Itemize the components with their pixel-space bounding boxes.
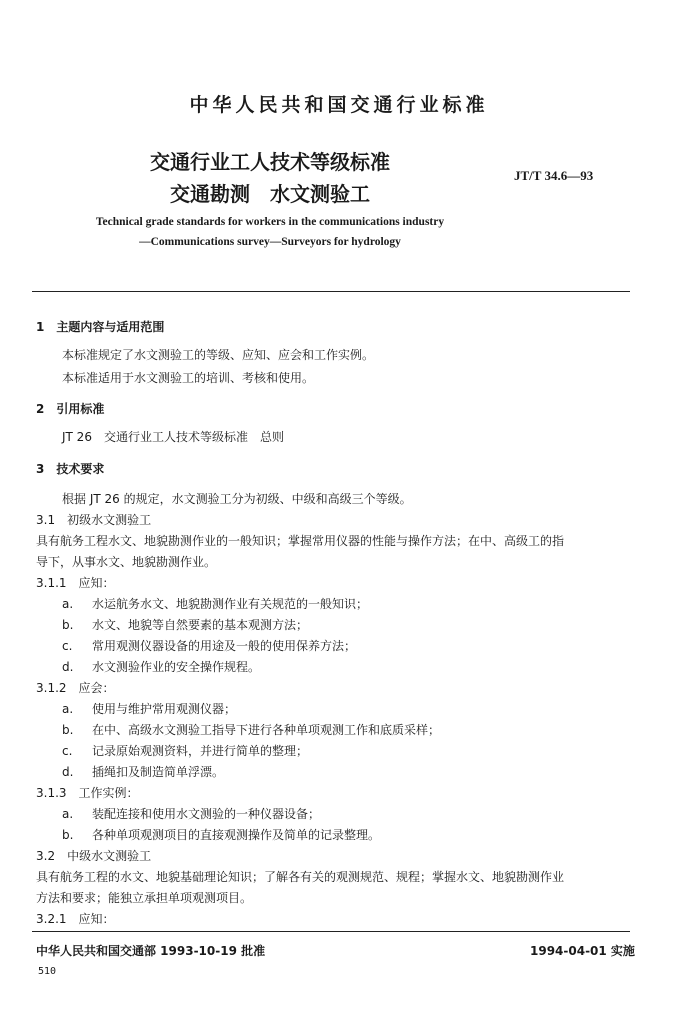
- list-item-label: c.: [62, 744, 73, 758]
- list-item-label: d.: [62, 660, 74, 674]
- section-3-1-paragraph: 具有航务工程水文、地貌勘测作业的一般知识；掌握常用仪器的性能与操作方法；在中、高级工的指: [36, 534, 565, 548]
- list-item-label: b.: [62, 618, 74, 632]
- english-title-line2: —Communications survey—Surveyors for hydrology: [139, 236, 401, 248]
- list-item-text: 插绳扣及制造简单浮漂。: [92, 765, 225, 779]
- list-item-text: 水运航务水文、地貌勘测作业有关规范的一般知识；: [92, 597, 369, 611]
- list-item-text: 水文测验作业的安全操作规程。: [92, 660, 261, 674]
- list-item-text: 在中、高级水文测验工指导下进行各种单项观测工作和底质采样；: [92, 723, 441, 737]
- page-number: 510: [38, 966, 57, 977]
- section-3-2-1-heading: 3.2.1 应知：: [36, 912, 115, 926]
- section-3-2-heading: 3.2 中级水文测验工: [36, 849, 152, 863]
- list-item-text: 装配连接和使用水文测验的一种仪器设备；: [92, 807, 321, 821]
- list-item-label: a.: [62, 702, 74, 716]
- bottom-divider: [32, 931, 630, 932]
- list-item-text: 使用与维护常用观测仪器；: [92, 702, 237, 716]
- list-item-text: 水文、地貌等自然要素的基本观测方法；: [92, 618, 309, 632]
- section-3-1-paragraph: 导下，从事水文、地貌勘测作业。: [36, 555, 217, 569]
- section-2-heading: 2 引用标准: [36, 402, 105, 416]
- standard-title-line1: 交通行业工人技术等级标准: [150, 150, 390, 174]
- list-item-label: b.: [62, 828, 74, 842]
- standard-title-line2: 交通勘测 水文测验工: [170, 182, 370, 206]
- list-item: [62, 742, 308, 759]
- list-item: [62, 595, 368, 612]
- section-3-paragraph: 根据 JT 26 的规定，水文测验工分为初级、中级和高级三个等级。: [62, 492, 412, 506]
- list-item: [62, 658, 260, 675]
- list-item: [62, 826, 380, 843]
- section-2-paragraph: JT 26 交通行业工人技术等级标准 总则: [62, 430, 284, 444]
- list-item-text: 记录原始观测资料，并进行简单的整理；: [92, 744, 309, 758]
- list-item-label: c.: [62, 639, 73, 653]
- english-title-line1: Technical grade standards for workers in the communications industry: [95, 216, 445, 228]
- list-item-label: b.: [62, 723, 74, 737]
- list-item-label: a.: [62, 597, 74, 611]
- list-item: [62, 763, 224, 780]
- top-divider: [32, 291, 630, 292]
- list-item-text: 常用观测仪器设备的用途及一般的使用保养方法；: [92, 639, 357, 653]
- list-item: [62, 805, 320, 822]
- list-item: [62, 721, 440, 738]
- section-3-1-1-heading: 3.1.1 应知：: [36, 576, 115, 590]
- section-3-1-3-heading: 3.1.3 工作实例：: [36, 786, 139, 800]
- list-item-label: a.: [62, 807, 74, 821]
- section-3-heading: 3 技术要求: [36, 462, 105, 476]
- section-3-1-2-heading: 3.1.2 应会：: [36, 681, 115, 695]
- section-3-2-paragraph: 方法和要求；能独立承担单项观测项目。: [36, 891, 253, 905]
- standard-number: JT/T 34.6—93: [514, 168, 594, 183]
- org-title: 中华人民共和国交通行业标准: [189, 94, 489, 116]
- section-3-1-heading: 3.1 初级水文测验工: [36, 513, 152, 527]
- section-3-2-paragraph: 具有航务工程的水文、地貌基础理论知识；了解各有关的观测规范、规程；掌握水文、地貌勘测作业: [36, 870, 565, 884]
- list-item: [62, 637, 356, 654]
- list-item: [62, 700, 236, 717]
- list-item-text: 各种单项观测项目的直接观测操作及简单的记录整理。: [92, 828, 381, 842]
- section-1-heading: 1 主题内容与适用范围: [36, 320, 165, 334]
- list-item: [62, 616, 308, 633]
- section-1-paragraph: 本标准规定了水文测验工的等级、应知、应会和工作实例。: [62, 348, 375, 362]
- effective-date: 1994-04-01 实施: [530, 944, 635, 958]
- section-1-paragraph: 本标准适用于水文测验工的培训、考核和使用。: [62, 371, 315, 385]
- list-item-label: d.: [62, 765, 74, 779]
- approval-line: 中华人民共和国交通部 1993-10-19 批准: [36, 944, 266, 958]
